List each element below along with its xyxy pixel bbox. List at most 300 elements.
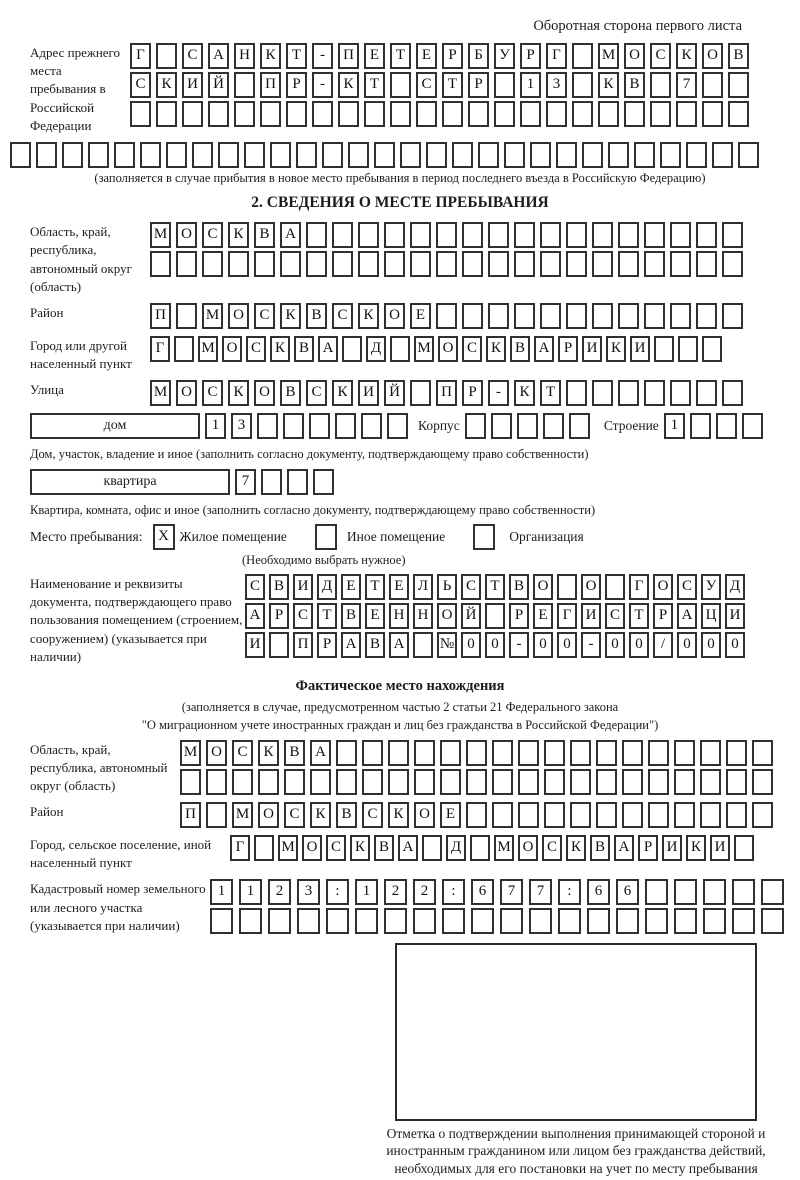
char-box[interactable] [618, 251, 639, 277]
char-box[interactable]: Д [446, 835, 466, 861]
char-box[interactable] [618, 222, 639, 248]
char-box[interactable]: О [437, 603, 457, 629]
char-box[interactable]: А [341, 632, 361, 658]
char-box[interactable] [738, 142, 759, 168]
char-box[interactable] [491, 413, 512, 439]
char-box[interactable] [390, 101, 411, 127]
char-box[interactable] [592, 222, 613, 248]
char-box[interactable]: С [254, 303, 275, 329]
char-box[interactable] [312, 101, 333, 127]
char-box[interactable] [410, 380, 431, 406]
char-box[interactable]: В [306, 303, 327, 329]
char-box[interactable]: О [581, 574, 601, 600]
char-box[interactable] [254, 835, 274, 861]
char-box[interactable] [362, 740, 383, 766]
char-box[interactable]: В [624, 72, 645, 98]
char-box[interactable] [566, 303, 587, 329]
char-box[interactable]: Е [341, 574, 361, 600]
char-box[interactable]: : [442, 879, 465, 905]
char-box[interactable]: 1 [210, 879, 233, 905]
char-box[interactable]: К [280, 303, 301, 329]
char-box[interactable] [726, 769, 747, 795]
char-box[interactable] [728, 101, 749, 127]
char-box[interactable] [622, 802, 643, 828]
char-box[interactable] [761, 879, 784, 905]
char-box[interactable]: В [336, 802, 357, 828]
char-box[interactable]: М [150, 380, 171, 406]
char-box[interactable]: А [245, 603, 265, 629]
char-box[interactable] [540, 303, 561, 329]
char-box[interactable] [362, 769, 383, 795]
char-box[interactable]: А [614, 835, 634, 861]
char-box[interactable] [414, 740, 435, 766]
char-box[interactable]: № [437, 632, 457, 658]
char-box[interactable]: К [332, 380, 353, 406]
char-box[interactable]: С [202, 380, 223, 406]
char-box[interactable] [728, 72, 749, 98]
char-box[interactable]: С [416, 72, 437, 98]
char-box[interactable]: К [358, 303, 379, 329]
char-box[interactable]: А [208, 43, 229, 69]
char-box[interactable] [485, 603, 505, 629]
char-box[interactable]: С [130, 72, 151, 98]
char-box[interactable] [517, 413, 538, 439]
char-box[interactable] [234, 101, 255, 127]
char-box[interactable] [260, 101, 281, 127]
char-box[interactable]: К [258, 740, 279, 766]
char-box[interactable] [514, 251, 535, 277]
char-box[interactable]: И [662, 835, 682, 861]
char-box[interactable]: 1 [520, 72, 541, 98]
char-box[interactable] [174, 336, 194, 362]
char-box[interactable]: И [293, 574, 313, 600]
char-box[interactable]: - [312, 72, 333, 98]
char-box[interactable]: Т [442, 72, 463, 98]
char-box[interactable]: А [398, 835, 418, 861]
char-box[interactable] [258, 769, 279, 795]
char-box[interactable]: С [650, 43, 671, 69]
char-box[interactable] [648, 769, 669, 795]
char-box[interactable] [696, 380, 717, 406]
char-box[interactable] [674, 879, 697, 905]
char-box[interactable]: - [509, 632, 529, 658]
char-box[interactable] [703, 908, 726, 934]
char-box[interactable]: И [725, 603, 745, 629]
char-box[interactable]: И [182, 72, 203, 98]
char-box[interactable]: И [581, 603, 601, 629]
char-box[interactable] [332, 222, 353, 248]
char-box[interactable] [660, 142, 681, 168]
char-box[interactable]: М [598, 43, 619, 69]
char-box[interactable] [462, 303, 483, 329]
char-box[interactable] [598, 101, 619, 127]
char-box[interactable] [587, 908, 610, 934]
char-box[interactable] [670, 251, 691, 277]
char-box[interactable] [156, 43, 177, 69]
char-box[interactable] [572, 43, 593, 69]
char-box[interactable]: : [558, 879, 581, 905]
char-box[interactable] [716, 413, 737, 439]
char-box[interactable] [36, 142, 57, 168]
char-box[interactable]: П [338, 43, 359, 69]
char-box[interactable] [530, 142, 551, 168]
char-box[interactable] [624, 101, 645, 127]
char-box[interactable]: 6 [587, 879, 610, 905]
char-box[interactable]: Г [629, 574, 649, 600]
char-box[interactable]: П [293, 632, 313, 658]
char-box[interactable]: Н [413, 603, 433, 629]
char-box[interactable]: К [260, 43, 281, 69]
char-box[interactable] [88, 142, 109, 168]
char-box[interactable] [114, 142, 135, 168]
char-box[interactable] [618, 303, 639, 329]
char-box[interactable]: П [180, 802, 201, 828]
char-box[interactable]: К [350, 835, 370, 861]
char-box[interactable] [500, 908, 523, 934]
char-box[interactable] [355, 908, 378, 934]
char-box[interactable] [703, 879, 726, 905]
char-box[interactable] [130, 101, 151, 127]
char-box[interactable] [202, 251, 223, 277]
char-box[interactable] [518, 802, 539, 828]
char-box[interactable]: В [280, 380, 301, 406]
char-box[interactable]: 7 [500, 879, 523, 905]
char-box[interactable]: Р [462, 380, 483, 406]
char-box[interactable]: К [270, 336, 290, 362]
char-box[interactable]: О [176, 380, 197, 406]
char-box[interactable] [150, 251, 171, 277]
kvartira-box[interactable]: квартира [30, 469, 230, 495]
char-box[interactable]: Т [629, 603, 649, 629]
char-box[interactable] [674, 740, 695, 766]
char-box[interactable] [648, 802, 669, 828]
char-box[interactable] [544, 740, 565, 766]
char-box[interactable] [752, 740, 773, 766]
char-box[interactable]: И [245, 632, 265, 658]
char-box[interactable]: 1 [205, 413, 226, 439]
char-box[interactable]: И [710, 835, 730, 861]
char-box[interactable] [618, 380, 639, 406]
char-box[interactable] [384, 251, 405, 277]
char-box[interactable]: Г [546, 43, 567, 69]
char-box[interactable] [422, 835, 442, 861]
char-box[interactable]: О [258, 802, 279, 828]
char-box[interactable] [645, 908, 668, 934]
char-box[interactable]: К [486, 336, 506, 362]
char-box[interactable] [674, 908, 697, 934]
char-box[interactable]: С [202, 222, 223, 248]
char-box[interactable]: Й [461, 603, 481, 629]
char-box[interactable]: О [653, 574, 673, 600]
char-box[interactable] [544, 802, 565, 828]
char-box[interactable]: 7 [529, 879, 552, 905]
char-box[interactable]: Н [234, 43, 255, 69]
char-box[interactable] [644, 380, 665, 406]
char-box[interactable]: К [566, 835, 586, 861]
char-box[interactable] [338, 101, 359, 127]
char-box[interactable]: В [728, 43, 749, 69]
char-box[interactable] [374, 142, 395, 168]
char-box[interactable]: В [374, 835, 394, 861]
char-box[interactable]: К [388, 802, 409, 828]
char-box[interactable] [558, 908, 581, 934]
char-box[interactable]: Е [533, 603, 553, 629]
char-box[interactable] [283, 413, 304, 439]
char-box[interactable] [284, 769, 305, 795]
char-box[interactable]: Е [440, 802, 461, 828]
char-box[interactable] [261, 469, 282, 495]
char-box[interactable] [752, 769, 773, 795]
char-box[interactable]: М [180, 740, 201, 766]
char-box[interactable]: Р [317, 632, 337, 658]
char-box[interactable] [466, 802, 487, 828]
checkbox-organizaciya[interactable] [473, 524, 495, 550]
char-box[interactable] [566, 251, 587, 277]
char-box[interactable] [280, 251, 301, 277]
char-box[interactable] [244, 142, 265, 168]
char-box[interactable] [335, 413, 356, 439]
char-box[interactable]: С [246, 336, 266, 362]
char-box[interactable] [726, 740, 747, 766]
char-box[interactable]: А [677, 603, 697, 629]
char-box[interactable] [644, 222, 665, 248]
char-box[interactable] [492, 740, 513, 766]
char-box[interactable]: Г [230, 835, 250, 861]
char-box[interactable] [478, 142, 499, 168]
char-box[interactable] [413, 632, 433, 658]
char-box[interactable] [440, 740, 461, 766]
char-box[interactable] [176, 303, 197, 329]
char-box[interactable]: Р [269, 603, 289, 629]
char-box[interactable]: 3 [546, 72, 567, 98]
char-box[interactable]: С [284, 802, 305, 828]
char-box[interactable] [732, 908, 755, 934]
char-box[interactable] [734, 835, 754, 861]
char-box[interactable] [742, 413, 763, 439]
char-box[interactable] [644, 251, 665, 277]
char-box[interactable] [654, 336, 674, 362]
char-box[interactable]: У [494, 43, 515, 69]
char-box[interactable] [268, 908, 291, 934]
char-box[interactable]: 1 [355, 879, 378, 905]
char-box[interactable] [702, 101, 723, 127]
char-box[interactable]: А [534, 336, 554, 362]
char-box[interactable] [726, 802, 747, 828]
char-box[interactable] [413, 908, 436, 934]
char-box[interactable]: Т [286, 43, 307, 69]
dom-box[interactable]: дом [30, 413, 200, 439]
char-box[interactable] [206, 769, 227, 795]
char-box[interactable]: И [358, 380, 379, 406]
char-box[interactable] [518, 740, 539, 766]
char-box[interactable]: Р [468, 72, 489, 98]
char-box[interactable]: Д [317, 574, 337, 600]
char-box[interactable]: Н [389, 603, 409, 629]
char-box[interactable] [313, 469, 334, 495]
char-box[interactable]: И [582, 336, 602, 362]
char-box[interactable]: 1 [664, 413, 685, 439]
char-box[interactable]: Р [286, 72, 307, 98]
char-box[interactable] [696, 303, 717, 329]
char-box[interactable] [572, 72, 593, 98]
char-box[interactable] [492, 769, 513, 795]
char-box[interactable]: - [581, 632, 601, 658]
char-box[interactable] [269, 632, 289, 658]
char-box[interactable] [466, 769, 487, 795]
char-box[interactable] [140, 142, 161, 168]
char-box[interactable]: В [284, 740, 305, 766]
char-box[interactable]: П [150, 303, 171, 329]
char-box[interactable] [10, 142, 31, 168]
char-box[interactable] [546, 101, 567, 127]
char-box[interactable]: О [702, 43, 723, 69]
char-box[interactable] [520, 101, 541, 127]
char-box[interactable]: Т [365, 574, 385, 600]
char-box[interactable] [650, 72, 671, 98]
char-box[interactable]: 2 [413, 879, 436, 905]
char-box[interactable]: С [462, 336, 482, 362]
char-box[interactable] [296, 142, 317, 168]
char-box[interactable]: - [312, 43, 333, 69]
char-box[interactable]: О [384, 303, 405, 329]
char-box[interactable]: Р [520, 43, 541, 69]
char-box[interactable]: Р [638, 835, 658, 861]
char-box[interactable]: 0 [485, 632, 505, 658]
char-box[interactable]: 0 [557, 632, 577, 658]
char-box[interactable]: С [326, 835, 346, 861]
char-box[interactable] [722, 222, 743, 248]
char-box[interactable] [670, 380, 691, 406]
char-box[interactable]: Е [410, 303, 431, 329]
char-box[interactable] [322, 142, 343, 168]
char-box[interactable]: В [254, 222, 275, 248]
char-box[interactable] [488, 222, 509, 248]
char-box[interactable] [310, 769, 331, 795]
char-box[interactable]: Б [468, 43, 489, 69]
char-box[interactable] [622, 769, 643, 795]
char-box[interactable]: О [302, 835, 322, 861]
char-box[interactable]: Е [364, 43, 385, 69]
char-box[interactable] [436, 251, 457, 277]
char-box[interactable] [678, 336, 698, 362]
char-box[interactable]: О [228, 303, 249, 329]
char-box[interactable]: К [228, 222, 249, 248]
char-box[interactable] [596, 740, 617, 766]
char-box[interactable] [518, 769, 539, 795]
char-box[interactable]: Т [364, 72, 385, 98]
char-box[interactable]: Р [509, 603, 529, 629]
char-box[interactable] [326, 908, 349, 934]
char-box[interactable]: К [338, 72, 359, 98]
char-box[interactable] [566, 222, 587, 248]
char-box[interactable]: О [533, 574, 553, 600]
char-box[interactable] [210, 908, 233, 934]
char-box[interactable] [468, 101, 489, 127]
char-box[interactable]: А [280, 222, 301, 248]
char-box[interactable]: О [624, 43, 645, 69]
char-box[interactable] [686, 142, 707, 168]
char-box[interactable] [650, 101, 671, 127]
char-box[interactable] [358, 222, 379, 248]
char-box[interactable] [700, 769, 721, 795]
char-box[interactable] [462, 251, 483, 277]
char-box[interactable] [287, 469, 308, 495]
char-box[interactable]: С [232, 740, 253, 766]
char-box[interactable]: 0 [461, 632, 481, 658]
char-box[interactable]: К [676, 43, 697, 69]
char-box[interactable]: Е [416, 43, 437, 69]
char-box[interactable] [494, 101, 515, 127]
char-box[interactable]: Д [725, 574, 745, 600]
char-box[interactable] [471, 908, 494, 934]
char-box[interactable]: Р [653, 603, 673, 629]
char-box[interactable]: 6 [471, 879, 494, 905]
char-box[interactable]: 0 [701, 632, 721, 658]
char-box[interactable] [514, 303, 535, 329]
char-box[interactable]: Г [557, 603, 577, 629]
char-box[interactable]: В [269, 574, 289, 600]
char-box[interactable] [332, 251, 353, 277]
char-box[interactable]: 0 [677, 632, 697, 658]
char-box[interactable] [442, 101, 463, 127]
char-box[interactable] [470, 835, 490, 861]
char-box[interactable] [504, 142, 525, 168]
char-box[interactable] [182, 101, 203, 127]
char-box[interactable]: С [461, 574, 481, 600]
char-box[interactable]: М [198, 336, 218, 362]
char-box[interactable] [208, 101, 229, 127]
char-box[interactable]: С [332, 303, 353, 329]
char-box[interactable]: В [509, 574, 529, 600]
char-box[interactable] [616, 908, 639, 934]
char-box[interactable] [416, 101, 437, 127]
char-box[interactable]: Т [540, 380, 561, 406]
char-box[interactable] [722, 251, 743, 277]
char-box[interactable] [592, 380, 613, 406]
char-box[interactable] [570, 740, 591, 766]
char-box[interactable] [540, 251, 561, 277]
char-box[interactable]: С [245, 574, 265, 600]
char-box[interactable] [752, 802, 773, 828]
char-box[interactable] [696, 222, 717, 248]
char-box[interactable] [592, 303, 613, 329]
char-box[interactable] [582, 142, 603, 168]
char-box[interactable] [570, 769, 591, 795]
char-box[interactable]: В [590, 835, 610, 861]
char-box[interactable] [488, 303, 509, 329]
char-box[interactable]: Ь [437, 574, 457, 600]
char-box[interactable] [192, 142, 213, 168]
char-box[interactable] [436, 222, 457, 248]
char-box[interactable] [761, 908, 784, 934]
char-box[interactable]: Т [317, 603, 337, 629]
char-box[interactable]: Й [384, 380, 405, 406]
char-box[interactable]: 0 [533, 632, 553, 658]
char-box[interactable]: В [341, 603, 361, 629]
char-box[interactable] [557, 574, 577, 600]
char-box[interactable] [700, 802, 721, 828]
char-box[interactable] [492, 802, 513, 828]
char-box[interactable] [410, 222, 431, 248]
char-box[interactable] [676, 101, 697, 127]
char-box[interactable] [442, 908, 465, 934]
char-box[interactable]: Г [130, 43, 151, 69]
char-box[interactable]: С [605, 603, 625, 629]
char-box[interactable] [514, 222, 535, 248]
char-box[interactable] [426, 142, 447, 168]
char-box[interactable]: 3 [231, 413, 252, 439]
char-box[interactable]: О [206, 740, 227, 766]
